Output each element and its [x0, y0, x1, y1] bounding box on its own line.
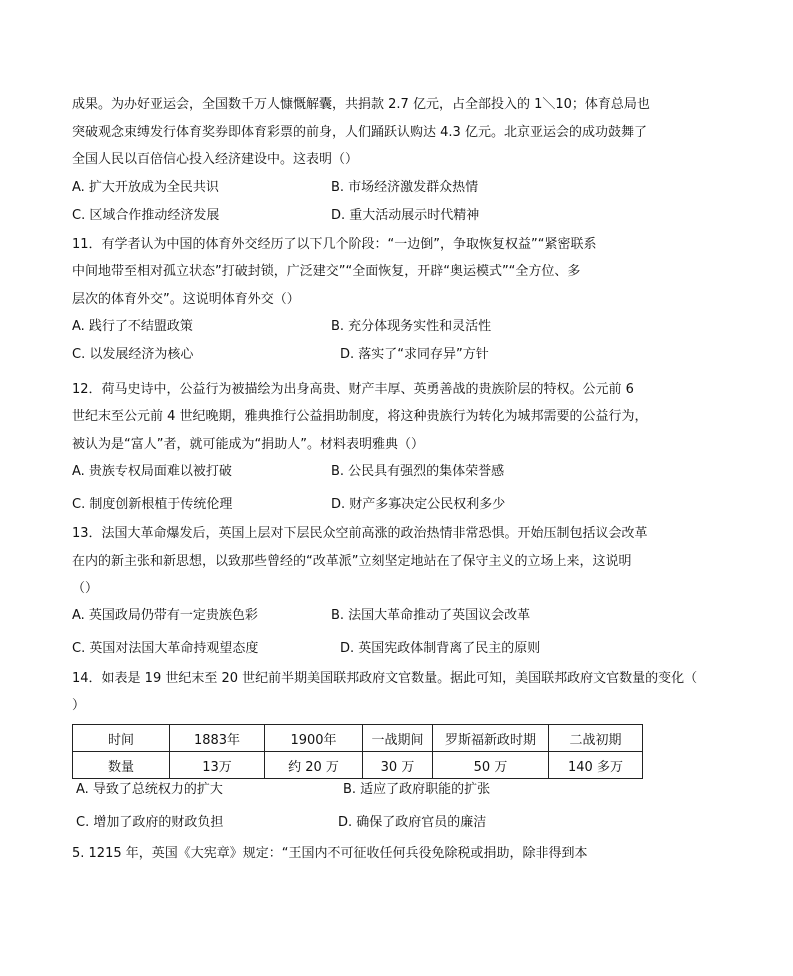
table-cell: 13万 [170, 752, 265, 779]
table-cell: 数量 [73, 752, 170, 779]
table-header-cell: 时间 [73, 725, 170, 752]
table-cell: 30 万 [363, 752, 433, 779]
q13-line-1: 13．法国大革命爆发后，英国上层对下层民众空前高涨的政治热情非常恐惧。开始压制包括议会改革 [72, 526, 648, 541]
q10-option-b: B. 市场经济激发群众热情 [331, 180, 479, 195]
q10-option-d: D. 重大活动展示时代精神 [331, 208, 480, 223]
q10-line-2: 突破观念束缚发行体育奖券即体育彩票的前身，人们踊跃认购达 4.3 亿元。北京亚运会的成功鼓舞了 [72, 125, 647, 140]
q10-line-3: 全国人民以百倍信心投入经济建设中。这表明（） [72, 152, 359, 167]
q13-option-c: C. 英国对法国大革命持观望态度 [72, 641, 259, 656]
q14-option-d: D. 确保了政府官员的廉洁 [338, 815, 487, 830]
q11-line-2: 中间地带至相对孤立状态”打破封锁，广泛建交”“全面恢复，开辟“奥运模式”“全方位、多 [72, 264, 581, 279]
table-row [73, 752, 643, 779]
q13-line-2: 在内的新主张和新思想，以致那些曾经的“改革派”立刻坚定地站在了保守主义的立场上来，这说明 [72, 554, 632, 569]
q11-line-1: 11．有学者认为中国的体育外交经历了以下几个阶段：“一边倒”，争取恢复权益”“紧密联系 [72, 237, 597, 252]
q14-option-a: A. 导致了总统权力的扩大 [76, 782, 223, 797]
q12-option-d: D. 财产多寡决定公民权利多少 [331, 497, 506, 512]
q12-option-b: B. 公民具有强烈的集体荣誉感 [331, 464, 505, 479]
table-header-cell: 1900年 [265, 725, 363, 752]
q11-option-d: D. 落实了“求同存异”方针 [340, 347, 489, 362]
table-cell: 50 万 [433, 752, 549, 779]
table-header-cell: 一战期间 [363, 725, 433, 752]
q14-option-c: C. 增加了政府的财政负担 [76, 815, 224, 830]
q12-option-c: C. 制度创新根植于传统伦理 [72, 497, 233, 512]
civil-servant-table [72, 724, 643, 779]
q12-line-2: 世纪末至公元前 4 世纪晚期，雅典推行公益捐助制度，将这种贵族行为转化为城邦需要的公益行为， [72, 409, 648, 424]
table-cell: 约 20 万 [265, 752, 363, 779]
table-header-cell: 二战初期 [549, 725, 643, 752]
q13-line-3: （） [72, 581, 99, 596]
q14-option-b: B. 适应了政府职能的扩张 [343, 782, 491, 797]
table-header-cell: 1883年 [170, 725, 265, 752]
q10-option-a: A. 扩大开放成为全民共识 [72, 180, 219, 195]
table-header-cell: 罗斯福新政时期 [433, 725, 549, 752]
q14-line-1: 14．如表是 19 世纪末至 20 世纪前半期美国联邦政府文官数量。据此可知，美国联邦政府文官数量的变化（ [72, 671, 698, 686]
table-cell: 140 多万 [549, 752, 643, 779]
q13-option-d: D. 英国宪政体制背离了民主的原则 [340, 641, 541, 656]
q12-line-1: 12．荷马史诗中，公益行为被描绘为出身高贵、财产丰厚、英勇善战的贵族阶层的特权。公元前 6 [72, 382, 634, 397]
q11-option-b: B. 充分体现务实性和灵活性 [331, 319, 492, 334]
q11-option-a: A. 践行了不结盟政策 [72, 319, 193, 334]
q12-line-3: 被认为是“富人”者，就可能成为“捐助人”。材料表明雅典（） [72, 437, 424, 452]
q10-line-1: 成果。为办好亚运会，全国数千万人慷慨解囊，共捐款 2.7 亿元，占全部投入的 1＼10；体育总局也 [72, 97, 650, 112]
q13-option-a: A. 英国政局仍带有一定贵族色彩 [72, 608, 258, 623]
q11-line-3: 层次的体育外交”。这说明体育外交（） [72, 292, 300, 307]
q12-option-a: A. 贵族专权局面难以被打破 [72, 464, 232, 479]
q10-option-c: C. 区域合作推动经济发展 [72, 208, 220, 223]
q11-option-c: C. 以发展经济为核心 [72, 347, 194, 362]
q15-line-1: 5. 1215 年，英国《大宪章》规定：“王国内不可征收任何兵役免除税或捐助，除非得到本 [72, 846, 588, 861]
q14-line-2: ） [72, 698, 86, 713]
table-header-row [73, 725, 643, 752]
q13-option-b: B. 法国大革命推动了英国议会改革 [331, 608, 531, 623]
